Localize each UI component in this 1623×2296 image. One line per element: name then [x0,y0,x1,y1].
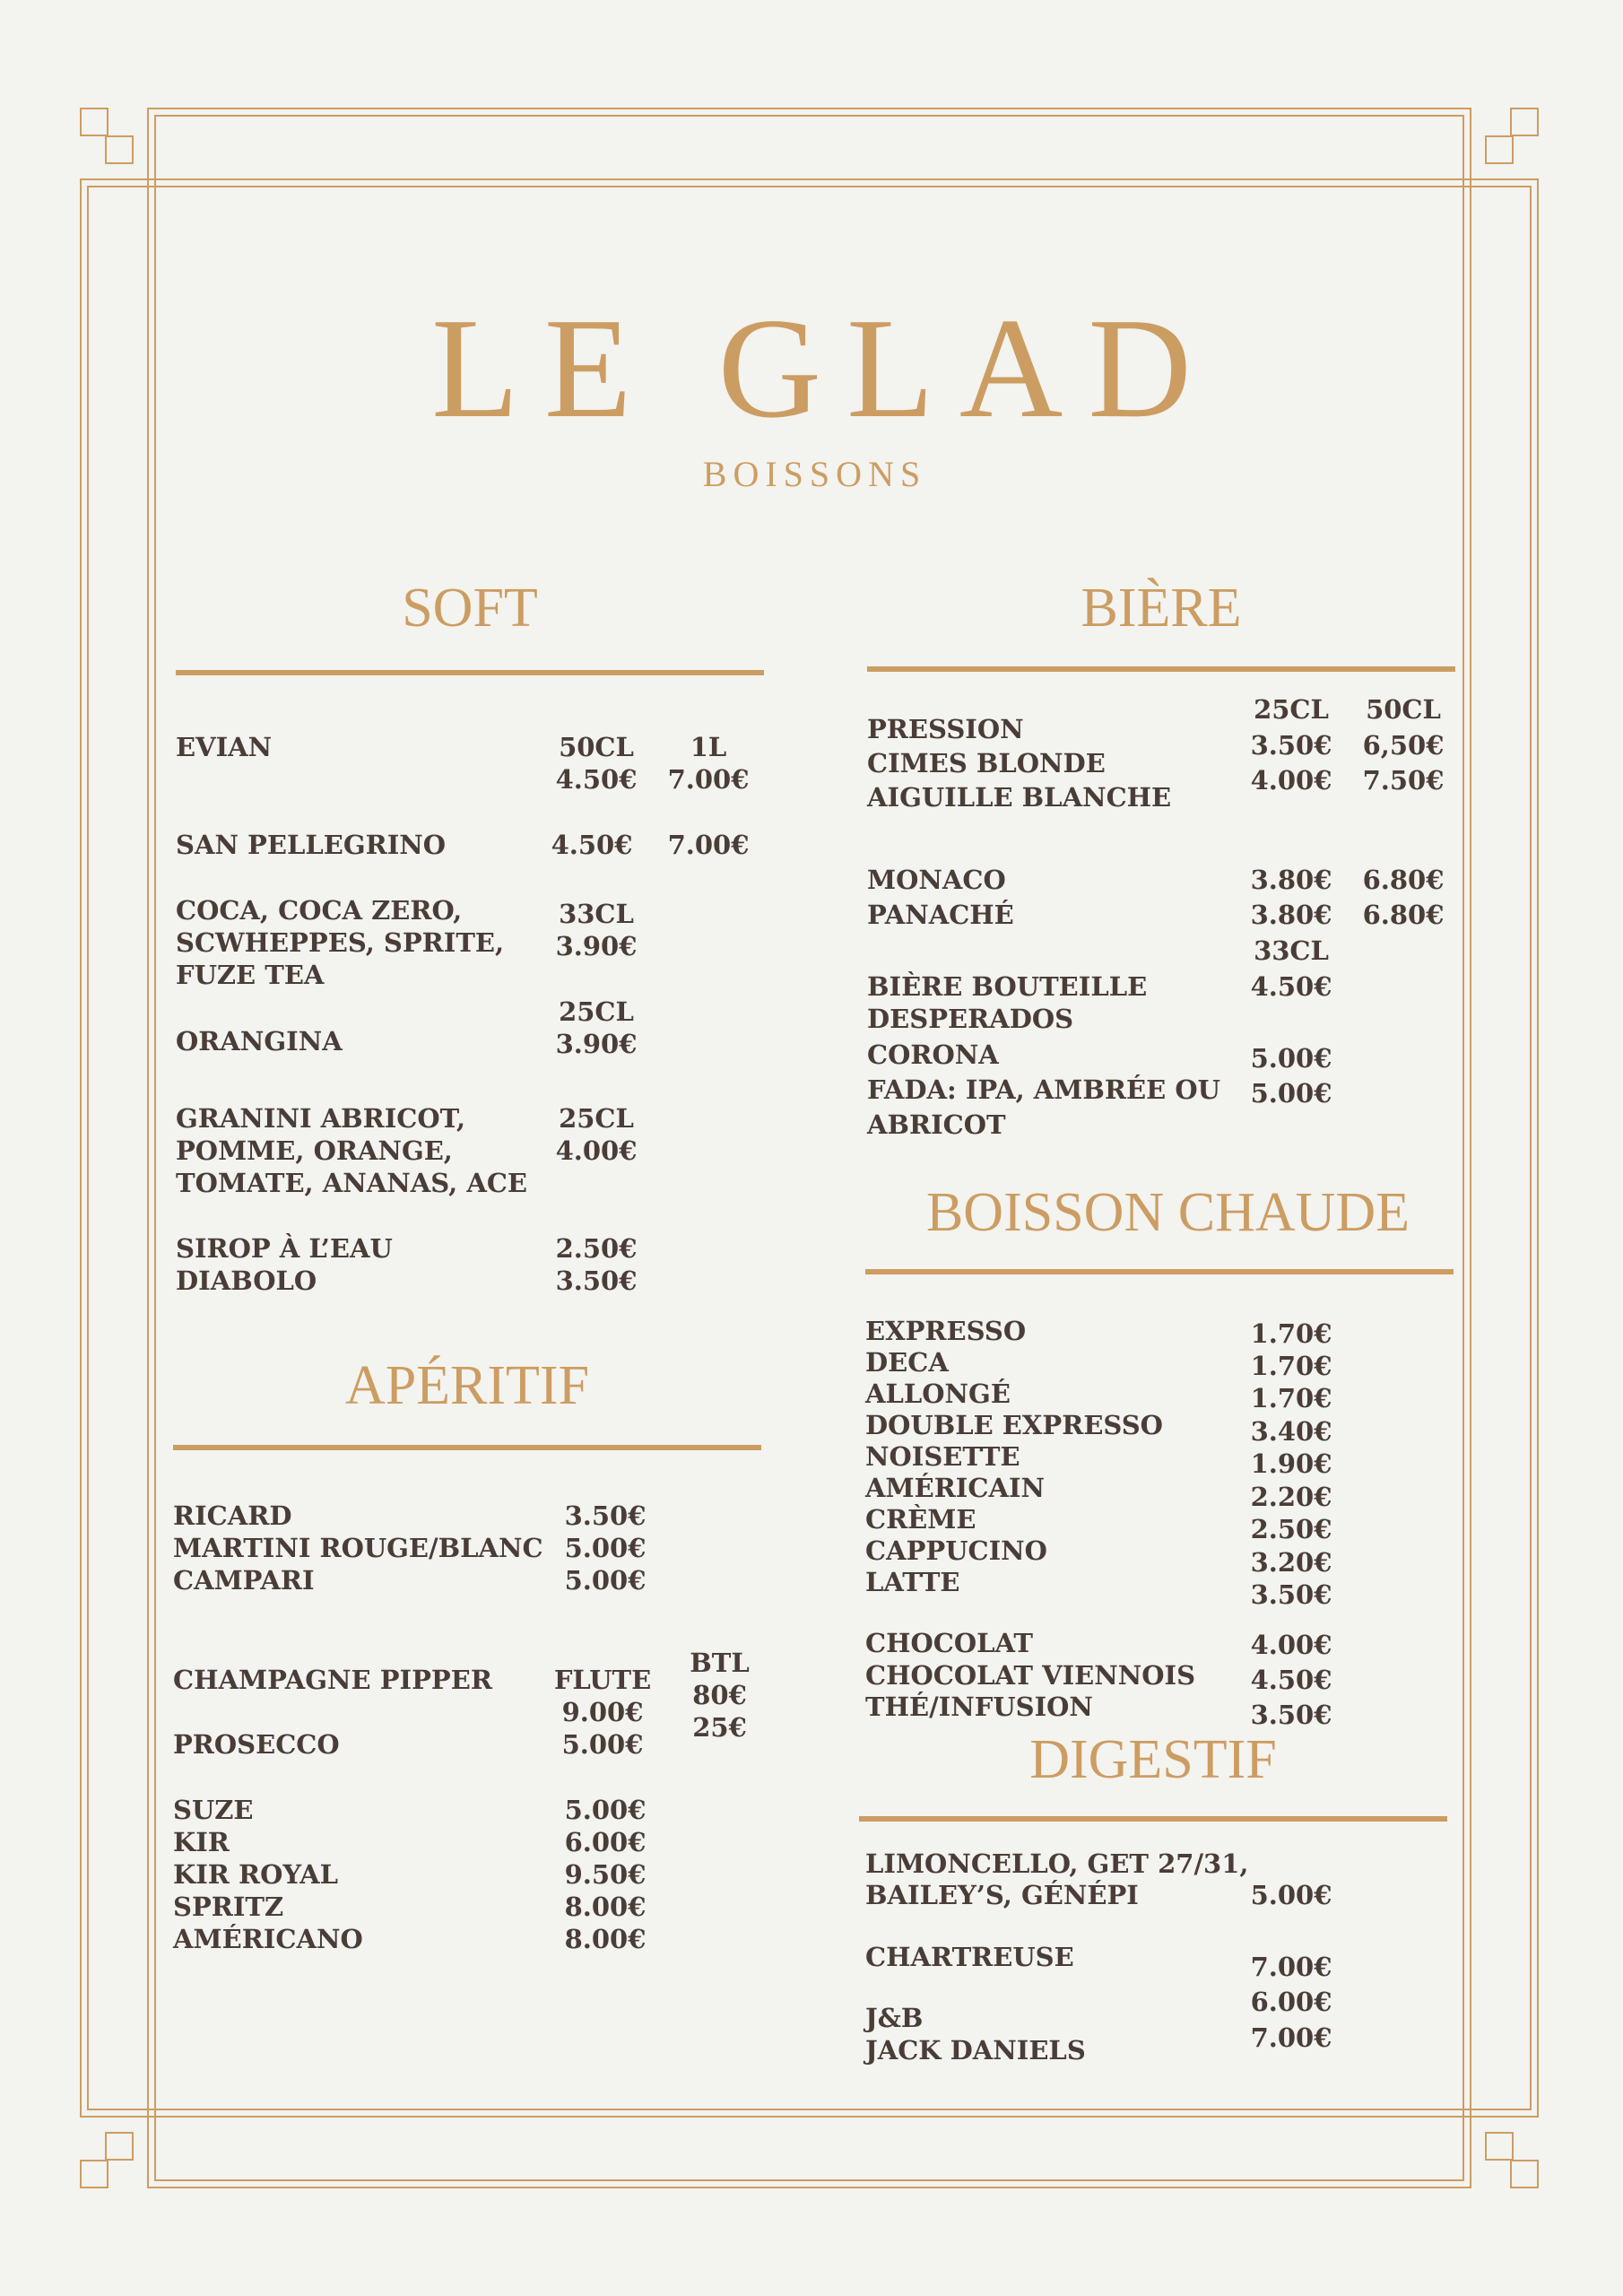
item-limoncello: BAILEY’S, GÉNÉPI [865,1880,1139,1910]
price: 3.90€ [555,931,638,961]
price: 3.50€ [564,1500,647,1531]
item-fada: FADA: IPA, AMBRÉE OU [867,1074,1220,1105]
item-chartreuse: CHARTREUSE [865,1942,1074,1972]
item-granini: TOMATE, ANANAS, ACE [176,1168,528,1198]
item-evian: EVIAN [176,732,273,762]
item-san-pellegrino: SAN PELLEGRINO [176,830,447,860]
price: 4.50€ [1250,1665,1332,1695]
price: 9.50€ [564,1859,647,1890]
item-monaco: MONACO [867,865,1006,895]
price: 5.00€ [1250,1078,1332,1109]
item-panache: PANACHÉ [867,900,1014,930]
price: 4.00€ [1250,1630,1332,1660]
item-ricard: RICARD [173,1500,292,1531]
item-sirop: SIROP À L’EAU [176,1233,393,1264]
price: 4.50€ [551,830,633,860]
price: 3.50€ [1250,730,1332,761]
item-limoncello: LIMONCELLO, GET 27/31, [865,1848,1249,1879]
section-title-digestif: DIGESTIF [1029,1729,1277,1790]
item-jb: J&B [865,2003,924,2033]
price: 5.00€ [564,1533,647,1563]
size-label: BTL [690,1648,750,1678]
price: 3.50€ [555,1265,638,1296]
size-label: 25CL [559,1103,634,1134]
item-prosecco: PROSECCO [173,1729,340,1760]
price: 7.00€ [1250,2022,1332,2053]
item-biere-bouteille: DESPERADOS [867,1004,1074,1034]
item-granini: GRANINI ABRICOT, [176,1103,466,1134]
section-divider [867,666,1455,672]
item-biere-bouteille: BIÈRE BOUTEILLE [867,971,1148,1002]
item-cappucino: CAPPUCINO [865,1535,1047,1566]
item-suze: SUZE [173,1795,254,1825]
price: 7.50€ [1362,765,1445,796]
item-latte: LATTE [865,1567,960,1597]
price: 6.80€ [1362,865,1445,895]
section-divider [173,1445,761,1450]
price: 2.20€ [1250,1482,1332,1512]
price: 3.40€ [1250,1416,1332,1447]
price: 5.00€ [1250,1043,1332,1074]
price: 5.00€ [561,1729,644,1760]
item-cimes-blonde: CIMES BLONDE [867,748,1106,778]
price: 25€ [692,1712,747,1743]
size-label: 50CL [559,732,634,762]
item-kir-royal: KIR ROYAL [173,1859,339,1890]
item-martini: MARTINI ROUGE/BLANC [173,1533,543,1563]
price: 80€ [692,1680,747,1710]
price: 1.90€ [1250,1448,1332,1479]
size-label: 33CL [559,899,634,929]
item-coca: COCA, COCA ZERO, [176,895,463,926]
price: 2.50€ [555,1233,638,1264]
price: 2.50€ [1250,1514,1332,1544]
price: 1.70€ [1250,1383,1332,1413]
page-subtitle: BOISSONS [702,454,927,494]
item-deca: DECA [865,1347,949,1378]
price: 1.70€ [1250,1351,1332,1381]
item-diabolo: DIABOLO [176,1265,317,1296]
item-noisette: NOISETTE [865,1441,1020,1472]
price: 6.00€ [1250,1987,1332,2017]
item-double-expresso: DOUBLE EXPRESSO [865,1410,1163,1440]
price: 9.00€ [561,1697,644,1727]
item-campari: CAMPARI [173,1565,315,1596]
item-americano: AMÉRICANO [173,1924,363,1954]
size-label: 33CL [1254,935,1329,966]
price: 3.50€ [1250,1700,1332,1730]
item-fada: ABRICOT [867,1109,1006,1140]
item-corona: CORONA [867,1039,999,1070]
size-label: 1L [690,732,727,762]
item-aiguille-blanche: AIGUILLE BLANCHE [867,782,1172,813]
item-americain: AMÉRICAIN [865,1473,1046,1503]
page-title: LE GLAD [431,288,1217,448]
item-coca: FUZE TEA [176,960,325,990]
price: 8.00€ [564,1892,647,1922]
price: 4.00€ [1250,765,1332,796]
item-chocolat-viennois: CHOCOLAT VIENNOIS [865,1660,1196,1691]
price: 3.20€ [1250,1547,1332,1578]
size-label: 25CL [559,996,634,1027]
item-chocolat: CHOCOLAT [865,1628,1033,1658]
price: 4.50€ [555,764,638,795]
price: 3.50€ [1250,1579,1332,1610]
section-title-aperitif: APÉRITIF [344,1355,590,1416]
size-label: 25CL [1254,694,1329,725]
item-kir: KIR [173,1827,230,1857]
price: 1.70€ [1250,1318,1332,1349]
price: 7.00€ [667,830,750,860]
item-granini: POMME, ORANGE, [176,1135,453,1166]
price: 3.90€ [555,1029,638,1059]
price: 5.00€ [564,1795,647,1825]
price: 7.00€ [1250,1952,1332,1982]
price: 3.80€ [1250,865,1332,895]
price: 5.00€ [1250,1880,1332,1910]
price: 6.00€ [564,1827,647,1857]
item-the-infusion: THÉ/INFUSION [865,1692,1093,1722]
size-label: FLUTE [553,1665,652,1695]
size-label: 50CL [1366,694,1441,725]
section-divider [176,670,764,675]
item-orangina: ORANGINA [176,1026,343,1057]
price: 4.50€ [1250,971,1332,1002]
item-coca: SCWHEPPES, SPRITE, [176,927,505,958]
section-divider [859,1816,1447,1822]
price: 8.00€ [564,1924,647,1954]
item-champagne: CHAMPAGNE PIPPER [173,1665,492,1695]
item-spritz: SPRITZ [173,1892,284,1922]
price: 4.00€ [555,1135,638,1166]
item-pression: PRESSION [867,714,1024,744]
price: 7.00€ [667,764,750,795]
item-allonge: ALLONGÉ [865,1378,1011,1409]
section-title-boisson-chaude: BOISSON CHAUDE [925,1182,1410,1243]
price: 5.00€ [564,1565,647,1596]
price: 3.80€ [1250,900,1332,930]
section-title-biere: BIÈRE [1081,578,1242,639]
price: 6,50€ [1362,730,1445,761]
item-expresso: EXPRESSO [865,1316,1027,1346]
item-creme: CRÈME [865,1504,976,1535]
section-title-soft: SOFT [402,578,538,639]
section-divider [865,1269,1454,1274]
price: 6.80€ [1362,900,1445,930]
item-jack-daniels: JACK DANIELS [865,2035,1086,2066]
